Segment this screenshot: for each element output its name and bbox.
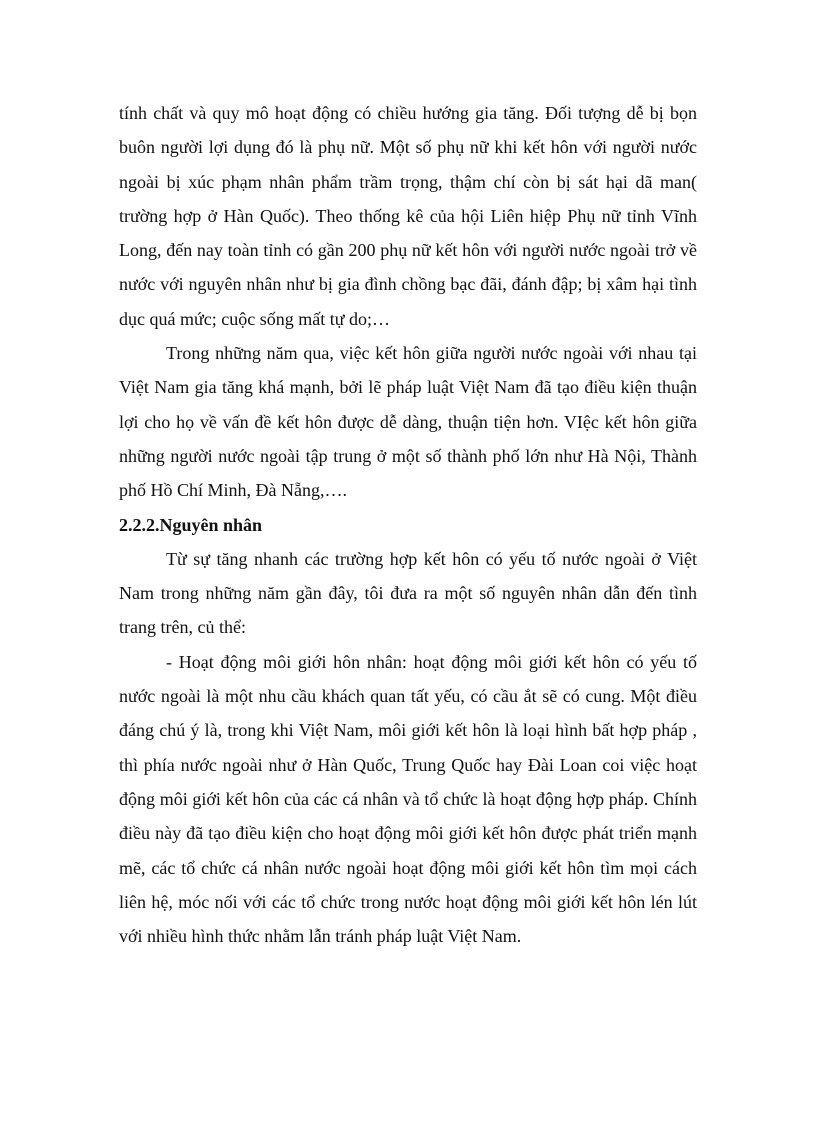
section-heading: 2.2.2.Nguyên nhân: [119, 514, 263, 535]
paragraph-marriage-brokerage: - Hoạt động môi giới hôn nhân: hoạt động môi giới kết hôn có yếu tố nước ngoài là một nhu cầu khách quan tất yếu, có cầu ắt sẽ có cung. Một điều đáng chú ý là, trong khi Việt Nam, môi giới kết hôn là loại hình bất hợp pháp , thì phía nước ngoài như ở Hàn Quốc, Trung Quốc hay Đài Loan coi việc hoạt động môi giới kết hôn của các cá nhân và tổ chức là hoạt động hợp pháp. Chính điều này đã tạo điều kiện cho hoạt động môi giới kết hôn được phát triển mạnh mẽ, các tổ chức cá nhân nước ngoài hoạt động môi giới kết hôn tìm mọi cách liên hệ, móc nối với các tổ chức trong nước hoạt động môi giới kết hôn lén lút với nhiều hình thức nhằm lẫn tránh pháp luật Việt Nam.: [119, 651, 697, 947]
paragraph-causes-intro: Từ sự tăng nhanh các trường hợp kết hôn có yếu tố nước ngoài ở Việt Nam trong những năm gần đây, tôi đưa ra một số nguyên nhân dẫn đến tình trang trên, củ thể:: [119, 548, 697, 638]
paragraph-foreign-marriages-in-vietnam: Trong những năm qua, việc kết hôn giữa người nước ngoài với nhau tại Việt Nam gia tăng khá mạnh, bởi lẽ pháp luật Việt Nam đã tạo điều kiện thuận lợi cho họ về vấn đề kết hôn được dễ dàng, thuận tiện hơn. VIệc kết hôn giữa những người nước ngoài tập trung ở một số thành phố lớn như Hà Nội, Thành phố Hồ Chí Minh, Đà Nẵng,….: [119, 343, 697, 501]
document-body: [119, 96, 697, 953]
paragraph-continuation: tính chất và quy mô hoạt động có chiều hướng gia tăng. Đối tượng dễ bị bọn buôn người lợi dụng đó là phụ nữ. Một số phụ nữ khi kết hôn với người nước ngoài bị xúc phạm nhân phẩm trầm trọng, thậm chí còn bị sát hại dã man( trường hợp ở Hàn Quốc). Theo thống kê của hội Liên hiệp Phụ nữ tỉnh Vĩnh Long, đến nay toàn tỉnh có gần 200 phụ nữ kết hôn với người nước ngoài trở về nước với nguyên nhân như bị gia đình chồng bạc đãi, đánh đập; bị xâm hại tình dục quá mức; cuộc sống mất tự do;…: [119, 103, 697, 329]
